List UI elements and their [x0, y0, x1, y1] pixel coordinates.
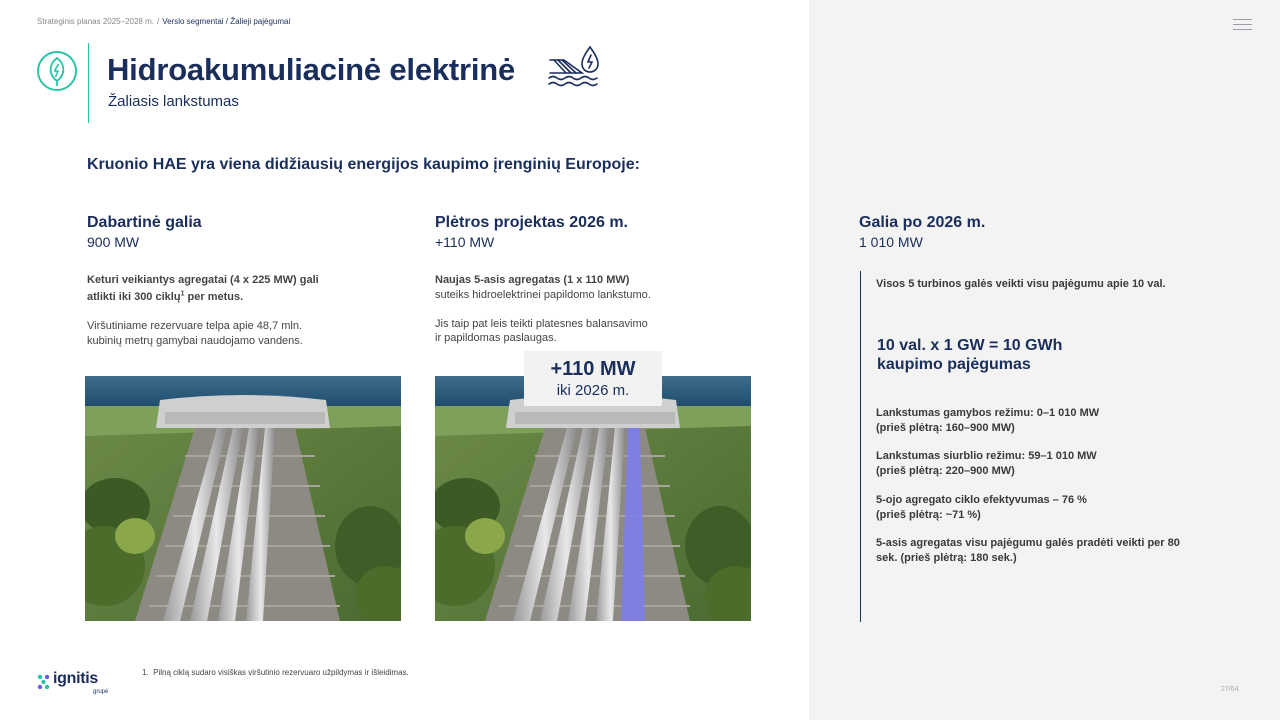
current-capacity-value: 900 MW: [87, 234, 140, 250]
breadcrumb: [37, 17, 290, 26]
storage-highlight-line2: kaupimo pajėgumas: [877, 356, 1031, 373]
current-para2-line2: kubinių metrų gamybai naudojamo vandens.: [87, 334, 303, 347]
after-value: 1 010 MW: [859, 234, 923, 250]
expansion-badge: [524, 351, 662, 406]
stat-item: [876, 493, 1221, 523]
stat-line2: (prieš plėtrą: 160–900 MW): [876, 422, 1015, 434]
expansion-para1-rest: suteiks hidroelektrinei papildomo lankstumo.: [435, 288, 651, 301]
expansion-value: +110 MW: [435, 234, 495, 250]
current-capacity-heading: Dabartinė galia: [87, 214, 202, 231]
stat-line2: sek. (prieš plėtrą: 180 sek.): [876, 552, 1017, 564]
logo-subtext: grupė: [93, 689, 109, 695]
after-intro: Visos 5 turbinos galės veikti visu pajėgumu apie 10 val.: [876, 278, 1166, 290]
breadcrumb-separator: /: [156, 17, 160, 26]
stat-line2: (prieš plėtrą: ~71 %): [876, 509, 981, 521]
expansion-heading: Plėtros projektas 2026 m.: [435, 214, 628, 231]
storage-highlight-line1: 10 val. x 1 GW = 10 GWh: [877, 337, 1063, 354]
breadcrumb-root[interactable]: Strateginis planas 2025–2028 m.: [37, 17, 154, 26]
stat-line2: (prieš plėtrą: 220–900 MW): [876, 465, 1015, 477]
dam-photo-current: [85, 376, 401, 621]
footnote-ref: 1: [180, 290, 185, 298]
badge-sub-label: iki 2026 m.: [556, 382, 630, 399]
stat-line1: Lankstumas gamybos režimu: 0–1 010 MW: [876, 407, 1100, 419]
breadcrumb-current[interactable]: Verslo segmentai / Žalieji pajėgumai: [162, 17, 291, 26]
ignitis-logo: [37, 670, 117, 697]
current-para1-line2-end: per metus.: [184, 291, 244, 304]
page-title: Hidroakumuliacinė elektrinė: [107, 52, 516, 87]
hydro-dam-icon: [546, 45, 600, 89]
logo-text: ignitis: [53, 670, 99, 687]
page-number: 27/64: [1221, 686, 1239, 693]
footnote-text: Pilną ciklą sudaro visiškas viršutinio rezervuaro užpildymas ir išleidimas.: [153, 668, 409, 677]
stat-item: [876, 536, 1221, 566]
storage-highlight: [877, 336, 1062, 374]
current-description: [87, 273, 387, 348]
stat-line1: 5-asis agregatas visu pajėgumu galės pradėti veikti per 80: [876, 537, 1180, 549]
lead-statement: Kruonio HAE yra viena didžiausių energijos kaupimo įrenginių Europoje:: [87, 156, 640, 173]
expansion-para2-line1: Jis taip pat leis teikti platesnes balansavimo: [435, 317, 648, 330]
stat-line1: Lankstumas siurblio režimu: 59–1 010 MW: [876, 450, 1097, 462]
footnote: [142, 668, 409, 677]
current-para2-line1: Viršutiniame rezervuare telpa apie 48,7 mln.: [87, 320, 303, 333]
stat-line1: 5-ojo agregato ciklo efektyvumas – 76 %: [876, 494, 1087, 506]
after-heading: Galia po 2026 m.: [859, 214, 986, 231]
dam-photo-expansion: [435, 376, 751, 621]
page-subtitle: Žaliasis lankstumas: [108, 93, 239, 110]
expansion-para1-bold: Naujas 5-asis agregatas (1 x 110 MW): [435, 274, 630, 286]
stat-item: [876, 449, 1221, 479]
expansion-para2-line2: ir papildomas paslaugas.: [435, 332, 557, 344]
current-para1-line2: atlikti iki 300 ciklų: [87, 291, 181, 304]
current-para1-line1: Keturi veikiantys agregatai (4 x 225 MW) gali: [87, 274, 319, 286]
expansion-description: [435, 273, 735, 346]
title-divider: [88, 43, 89, 123]
leaf-energy-icon: [36, 50, 78, 92]
badge-main-value: +110 MW: [550, 358, 636, 380]
footnote-number: 1.: [142, 668, 149, 677]
logo-mark-icon: [37, 674, 51, 690]
menu-icon[interactable]: [1233, 19, 1252, 31]
panel-divider-line: [860, 271, 861, 622]
stat-item: [876, 406, 1221, 436]
